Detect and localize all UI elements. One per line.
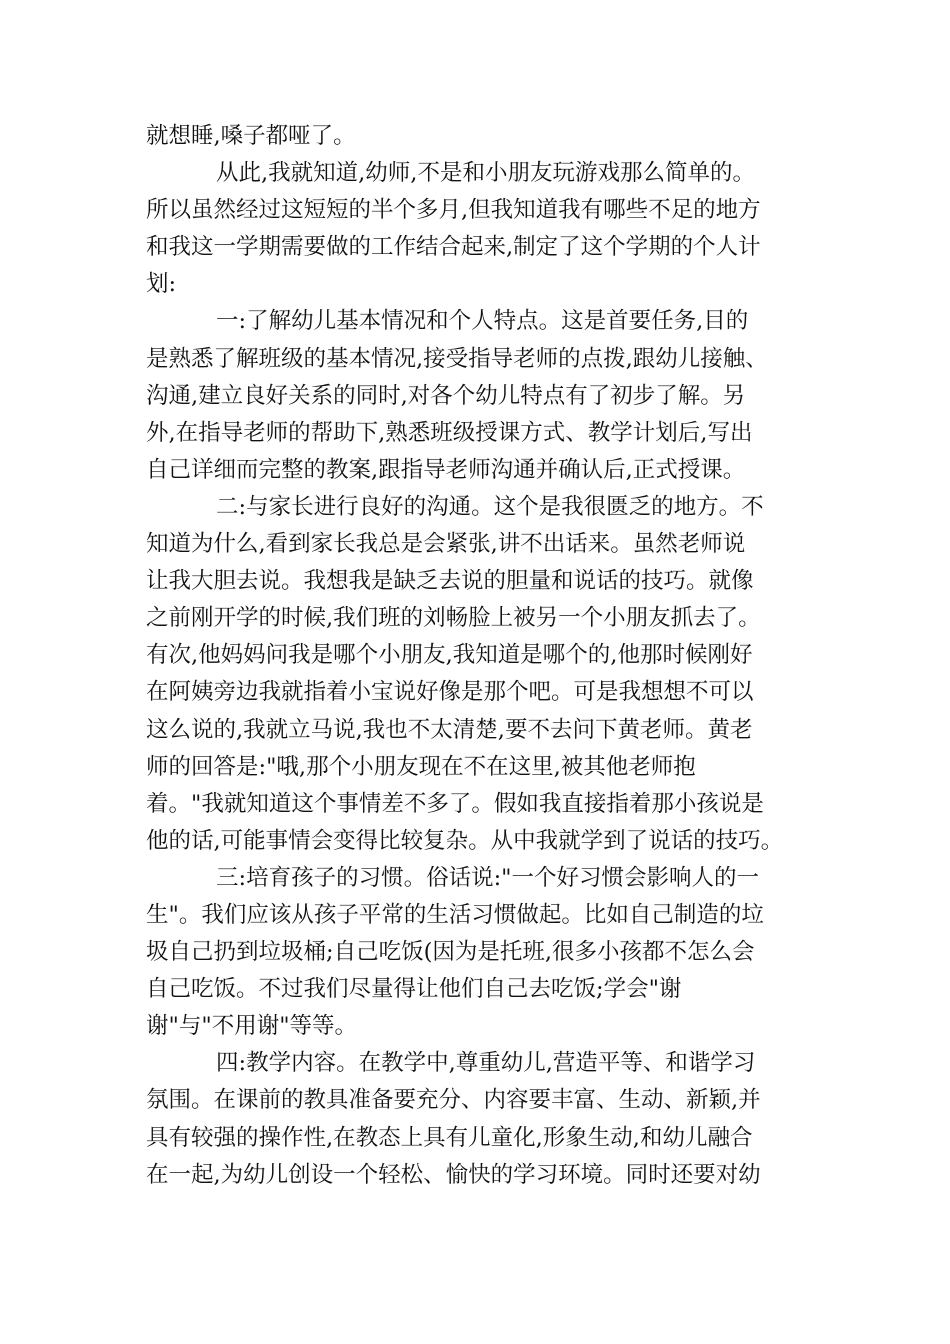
text-line: 三:培育孩子的习惯。俗话说:"一个好习惯会影响人的一 [216,864,760,891]
text-line: 就想睡,嗓子都哑了。 [146,123,356,149]
text-line: 圾自己扔到垃圾桶;自己吃饭(因为是托班,很多小孩都不怎么会 [146,939,755,966]
text-line: 自己吃饭。不过我们尽量得让他们自己去吃饭;学会"谢 [146,976,682,1003]
text-line: 沟通,建立良好关系的同时,对各个幼儿特点有了初步了解。另 [146,382,746,409]
text-line: 在一起,为幼儿创设一个轻松、愉快的学习环境。同时还要对幼 [146,1161,761,1188]
text-line: 从此,我就知道,幼师,不是和小朋友玩游戏那么简单的。 [216,160,755,187]
text-line: 划: [146,271,177,298]
text-line: 一:了解幼儿基本情况和个人特点。这是首要任务,目的 [216,308,749,335]
text-line: 和我这一学期需要做的工作结合起来,制定了这个学期的个人计 [146,234,761,261]
text-line: 氛围。在课前的教具准备要充分、内容要丰富、生动、新颖,并 [146,1087,761,1114]
text-line: 四:教学内容。在教学中,尊重幼儿,营造平等、和谐学习 [216,1050,756,1077]
text-line: 有次,他妈妈问我是哪个小朋友,我知道是哪个的,他那时候刚好 [146,642,753,669]
text-line: 知道为什么,看到家长我总是会紧张,讲不出话来。虽然老师说 [146,531,746,558]
document-body [146,118,806,1194]
text-line: 这么说的,我就立马说,我也不太清楚,要不去问下黄老师。黄老 [146,716,753,743]
text-line: 所以虽然经过这短短的半个多月,但我知道我有哪些不足的地方 [146,197,761,224]
text-line: 师的回答是:"哦,那个小朋友现在不在这里,被其他老师抱 [146,753,696,780]
text-line: 在阿姨旁边我就指着小宝说好像是那个吧。可是我想想不可以 [146,679,754,706]
text-line: 谢"与"不用谢"等等。 [146,1013,358,1040]
text-line: 外,在指导老师的帮助下,熟悉班级授课方式、教学计划后,写出 [146,419,753,446]
text-line: 之前刚开学的时候,我们班的刘畅脸上被另一个小朋友抓去了。 [146,605,761,632]
text-line: 生"。我们应该从孩子平常的生活习惯做起。比如自己制造的垃 [146,901,764,928]
text-line: 二:与家长进行良好的沟通。这个是我很匮乏的地方。不 [216,493,764,520]
text-line: 着。"我就知道这个事情差不多了。假如我直接指着那小孩说是 [146,790,764,817]
text-line: 让我大胆去说。我想我是缺乏去说的胆量和说话的技巧。就像 [146,568,754,595]
text-line: 具有较强的操作性,在教态上具有儿童化,形象生动,和幼儿融合 [146,1124,753,1151]
text-line: 是熟悉了解班级的基本情况,接受指导老师的点拨,跟幼儿接触、 [146,345,768,372]
text-line: 他的话,可能事情会变得比较复杂。从中我就学到了说话的技巧。 [146,827,784,854]
text-line: 自己详细而完整的教案,跟指导老师沟通并确认后,正式授课。 [146,456,746,483]
